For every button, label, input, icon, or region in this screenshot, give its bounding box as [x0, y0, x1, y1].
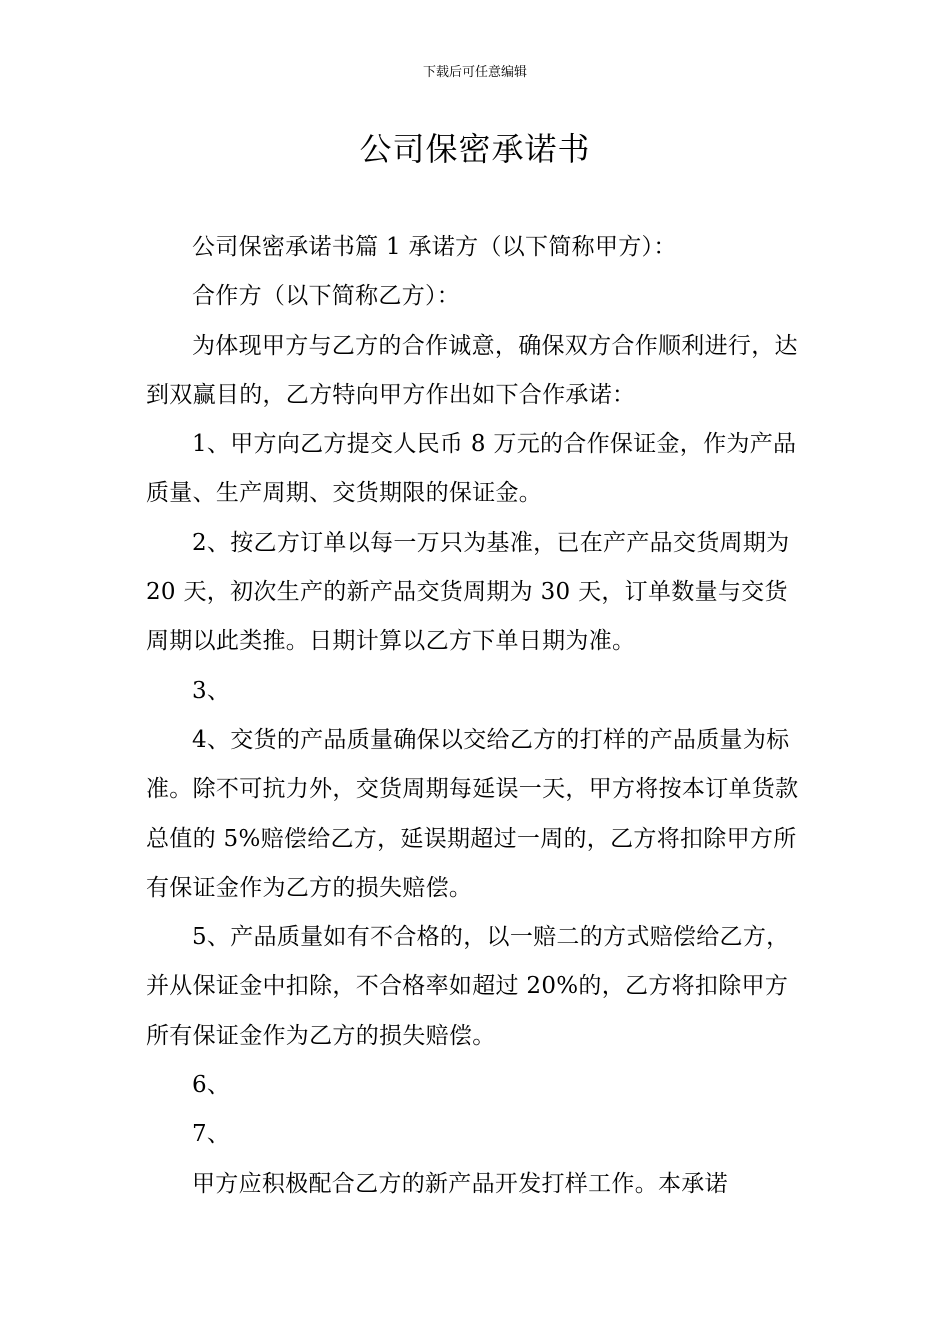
paragraph-intro-party-a: 公司保密承诺书篇 1 承诺方（以下简称甲方）：	[192, 234, 677, 260]
paragraph-purpose: 为体现甲方与乙方的合作诚意，确保双方合作顺利进行，达到双赢目的，乙方特向甲方作出如下合作承诺：	[146, 332, 798, 408]
paragraph-cooperation: 甲方应积极配合乙方的新产品开发打样工作。本承诺	[192, 1170, 728, 1197]
document-body	[146, 223, 806, 1209]
paragraph-clause-1: 1、甲方向乙方提交人民币 8 万元的合作保证金，作为产品质量、生产周期、交货期限的保证金。	[146, 431, 797, 507]
document-title: 公司保密承诺书	[359, 130, 591, 168]
paragraph-clause-3: 3、	[192, 677, 231, 704]
paragraph-clause-6: 6、	[192, 1072, 231, 1099]
paragraph-clause-7: 7、	[192, 1121, 231, 1148]
paragraph-clause-5: 5、产品质量如有不合格的，以一赔二的方式赔偿给乙方，并从保证金中扣除，不合格率如超过 20%的，乙方将扣除甲方所有保证金作为乙方的损失赔偿。	[146, 924, 790, 1049]
paragraph-party-b: 合作方（以下简称乙方）：	[192, 283, 461, 310]
paragraph-clause-2: 2、按乙方订单以每一万只为基准，已在产产品交货周期为 20 天，初次生产的新产品交货周期为 30 天，订单数量与交货周期以此类推。日期计算以乙方下单日期为准。	[146, 529, 790, 655]
paragraph-clause-4: 4、交货的产品质量确保以交给乙方的打样的产品质量为标准。除不可抗力外，交货周期每延误一天，甲方将按本订单货款总值的 5%赔偿给乙方，延误期超过一周的，乙方将扣除甲方所有保证金作为乙方的损失赔偿。	[146, 726, 799, 901]
page-header-note: 下载后可任意编辑	[422, 65, 527, 80]
